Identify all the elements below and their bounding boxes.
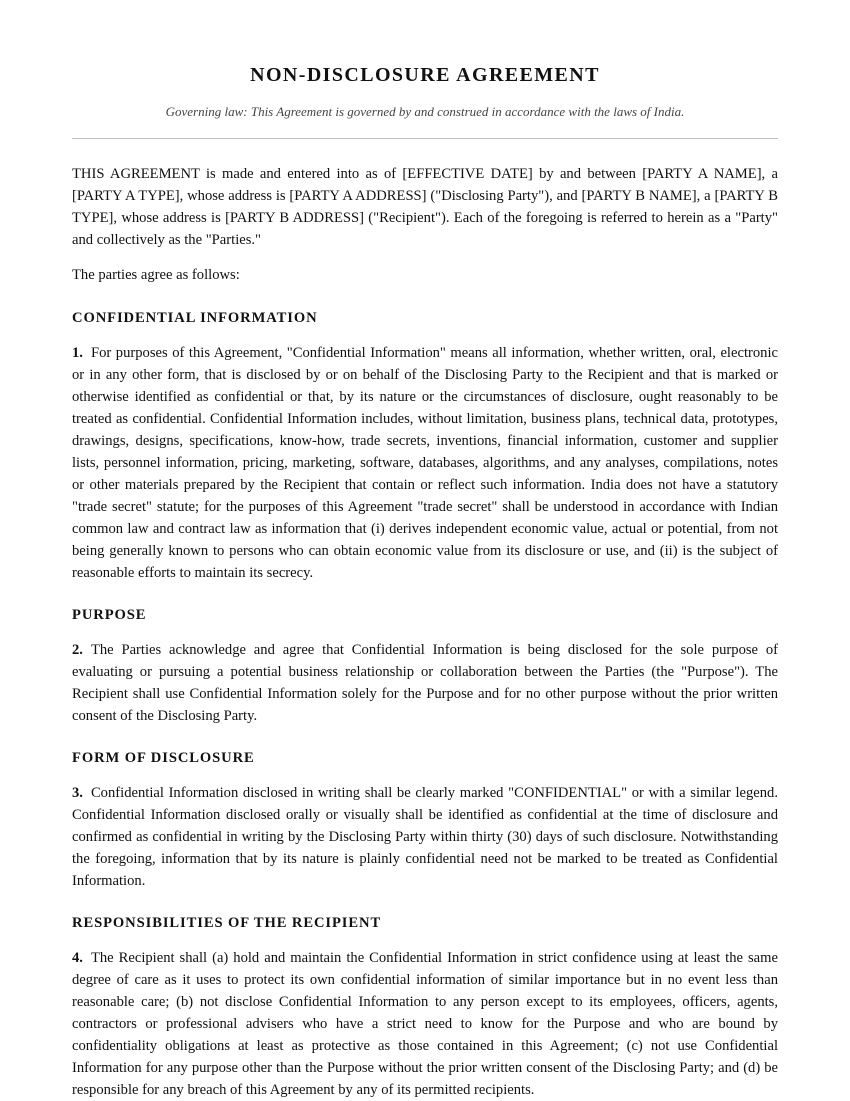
governing-law-note: Governing law: This Agreement is governed by and construed in accordance with the laws of India.: [165, 104, 685, 119]
document-page: [72, 0, 778, 1101]
section-heading-form-of-disclosure: FORM OF DISCLOSURE: [72, 750, 255, 766]
clause-number: 1.: [72, 345, 83, 361]
agree-line: The parties agree as follows:: [72, 267, 240, 283]
clause-text: For purposes of this Agreement, "Confidential Information" means all information, whether written, oral, electronic or in any other form, that is disclosed by or on behalf of the Disclosing Party to the Recipient and that is marked or otherwise identified as confidential or that, by its nature or the circumstances of disclosure, ought reasonably to be treated as confidential. Confidential Information includes, without limitation, business plans, technical data, prototypes, drawings, designs, specifications, know-how, trade secrets, inventions, financial information, customer and supplier lists, personnel information, pricing, marketing, software, databases, algorithms, and any analyses, compilations, notes or other materials prepared by the Recipient that contain or reflect such information. India does not have a statutory "trade secret" statute; for the purposes of this Agreement "trade secret" shall be understood in accordance with Indian common law and contract law as information that (i) derives independent economic value, actual or potential, from not being generally known to persons who can obtain economic value from its disclosure or use, and (ii) is the subject of reasonable efforts to maintain its secrecy.: [72, 345, 778, 581]
clause-number: 2.: [72, 642, 83, 658]
intro-paragraph: THIS AGREEMENT is made and entered into as of [EFFECTIVE DATE] by and between [PARTY A NAME], a [PARTY A TYPE], whose address is [PARTY A ADDRESS] ("Disclosing Party"), and [PARTY B NAME], a [PARTY B TYPE], whose address is [PARTY B ADDRESS] ("Recipient"). Each of the foregoing is referred to herein as a "Party" and collectively as the "Parties.": [72, 166, 778, 248]
clause-text: Confidential Information disclosed in writing shall be clearly marked "CONFIDENTIAL" or with a similar legend. Confidential Information disclosed orally or visually shall be identified as confidential at the time of disclosure and confirmed as confidential in writing by the Disclosing Party within thirty (30) days of such disclosure. Notwithstanding the foregoing, information that by its nature is plainly confidential need not be marked to be treated as Confidential Information.: [72, 785, 778, 889]
clause-number: 4.: [72, 950, 83, 966]
clause-2: [72, 639, 778, 727]
section-heading-purpose: PURPOSE: [72, 607, 147, 623]
clause-4: [72, 947, 778, 1101]
clause-1: [72, 342, 778, 584]
clause-text: The Recipient shall (a) hold and maintain the Confidential Information in strict confidence using at least the same degree of care as it uses to protect its own confidential information of similar importance but in no event less than reasonable care; (b) not disclose Confidential Information to any person except to its employees, officers, agents, contractors or professional advisers who have a strict need to know for the Purpose and who are bound by confidentiality obligations at least as protective as those contained in this Agreement; (c) not use Confidential Information for any purpose other than the Purpose without the prior written consent of the Disclosing Party; and (d) be responsible for any breach of this Agreement by any of its permitted recipients.: [72, 950, 778, 1098]
document-title: NON-DISCLOSURE AGREEMENT: [250, 64, 600, 86]
section-heading-confidential-information: CONFIDENTIAL INFORMATION: [72, 310, 318, 326]
clause-3: [72, 782, 778, 892]
section-heading-responsibilities-of-the-recipient: RESPONSIBILITIES OF THE RECIPIENT: [72, 915, 382, 931]
clause-text: The Parties acknowledge and agree that Confidential Information is being disclosed for the sole purpose of evaluating or pursuing a potential business relationship or collaboration between the Parties (the "Purpose"). The Recipient shall use Confidential Information solely for the Purpose and for no other purpose without the prior written consent of the Disclosing Party.: [72, 642, 778, 724]
clause-number: 3.: [72, 785, 83, 801]
header-divider: [72, 138, 778, 139]
